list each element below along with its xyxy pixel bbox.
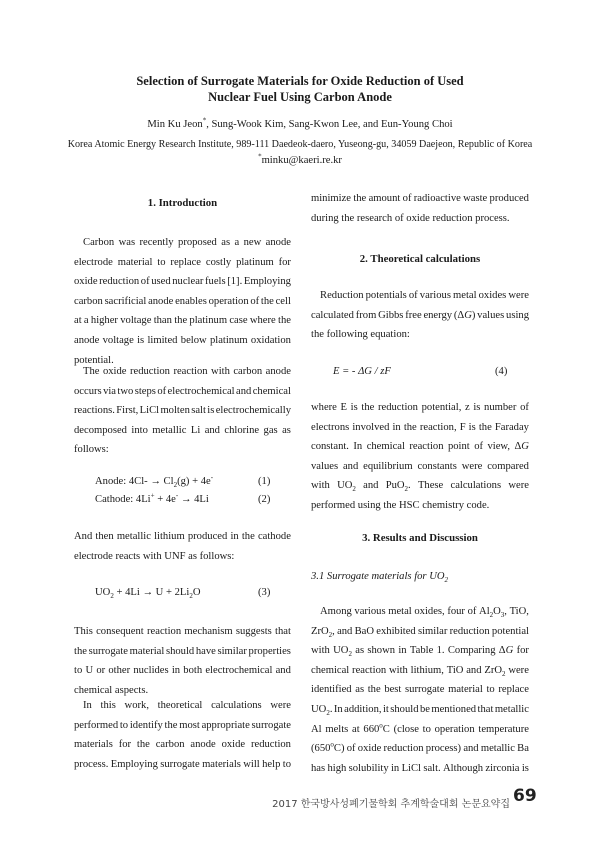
text-line: performed using the HSC chemistry code.	[311, 500, 490, 511]
footer-proceedings-title: 2017 한국방사성폐기물학회 추계학술대회 논문요약집	[272, 799, 510, 810]
authors: Min Ku Jeon*, Sung-Wook Kim, Sang-Kwon Lee, and Eun-Young Choi	[147, 116, 453, 130]
text-line: follows:	[74, 444, 109, 456]
right-column	[311, 0, 529, 848]
text-line: with $UO_2$ and PuO$_2$. These calculations were	[311, 480, 529, 494]
text-line: performed to identify the most appropriate surrogate	[74, 719, 291, 731]
text-line: decomposed into metallic Li and chlorine gas as	[74, 424, 291, 436]
text-line: potential.	[74, 354, 114, 366]
equation-1: Anode: $4Cl- \to Cl_2(g) + 4e^-$	[95, 473, 214, 490]
left-column	[74, 0, 291, 848]
text-line: And then metallic lithium produced in the cathode	[74, 531, 291, 542]
text-line: (650$^o$C) of oxide reduction process) and metallic Ba	[311, 740, 529, 755]
text-line: identified as the best surrogate material to replace	[311, 684, 529, 696]
author-email: *minku@kaeri.re.kr	[258, 152, 342, 166]
text-line: The oxide reduction reaction with carbon anode	[83, 366, 291, 377]
text-line: In this work, theoretical calculations were	[83, 700, 291, 711]
text-line: values and equilibrium constants were compared	[311, 460, 529, 472]
equation-2-number: (2)	[258, 494, 271, 505]
section-heading-theoretical: 2. Theoretical calculations	[359, 253, 481, 265]
text-line: ZrO$_2$, and BaO exhibited similar reduction potential	[311, 625, 529, 639]
text-line: anode voltage is limited below platinum oxidation	[74, 335, 291, 346]
text-line: reactions. First, LiCl molten salt is electrochemically	[74, 405, 291, 417]
text-line: with $UO_2$ as shown in Table 1. Comparing ΔG for	[311, 645, 529, 659]
text-line: carbon sacrificial anode enables operation of the cell	[74, 295, 291, 307]
text-line: calculated from Gibbs free energy (ΔG) values using	[311, 309, 529, 321]
text-line: electrode reacts with UNF as follows:	[74, 550, 235, 562]
text-line: electrode material to replace costly platinum for	[74, 256, 291, 268]
text-line: Al melts at 660$^o$C (close to operation temperature	[311, 721, 529, 735]
text-line: This consequent reaction mechanism suggests that	[74, 626, 291, 637]
subsection-heading-surrogate-uo2: 3.1 Surrogate materials for $UO_2$	[311, 571, 449, 585]
text-line: Among various metal oxides, four of $Al_2O_3$, TiO,	[320, 606, 529, 620]
text-line: oxide reduction of used nuclear fuels [1]. Employing	[74, 276, 291, 288]
title-line-1: Selection of Surrogate Materials for Oxide Reduction of Used	[136, 74, 464, 88]
text-line: electrons involved in the reaction, F is the Faraday	[311, 421, 529, 433]
equation-1-number: (1)	[258, 476, 271, 487]
affiliation: Korea Atomic Energy Research Institute, 989-111 Daedeok-daero, Yuseong-gu, 34059 Daejeon, Republic of Korea	[67, 139, 533, 150]
equation-3: $UO_2 + 4Li \to U + 2Li_2O$	[95, 587, 201, 601]
text-line: to U or other nuclides in both electrochemical and	[74, 665, 291, 677]
equation-3-number: (3)	[258, 587, 271, 598]
text-line: materials for the carbon anode oxide reduction	[74, 739, 291, 751]
page-number: 69	[513, 786, 537, 806]
equation-2: Cathode: 4Li+ + 4e- → 4Li	[95, 491, 209, 505]
title-line-2: Nuclear Fuel Using Carbon Anode	[208, 90, 392, 104]
equation-4-number: (4)	[495, 366, 508, 377]
text-line: at a higher voltage than the platinum case where the	[74, 315, 291, 327]
section-heading-introduction: 1. Introduction	[147, 197, 218, 209]
text-line: Carbon was recently proposed as a new anode	[83, 237, 291, 248]
section-heading-results: 3. Results and Discussion	[362, 532, 478, 544]
text-line: has high solubility in LiCl salt. Although zirconia is	[311, 762, 529, 774]
text-line: $UO_2$. In addition, it should be mentioned that metallic	[311, 704, 529, 718]
equation-4: E = - ΔG / zF	[333, 366, 391, 377]
text-line: where E is the reduction potential, z is number of	[311, 402, 529, 413]
text-line: the surrogate material should have similar properties	[74, 645, 291, 657]
text-line: process. Employing surrogate materials will help to	[74, 758, 291, 770]
text-line: constant. In chemical reaction point of view, ΔG	[311, 441, 529, 453]
text-line: the following equation:	[311, 329, 410, 341]
text-line: occurs via two steps of electrochemical and chemical	[74, 385, 291, 397]
text-line: during the research of oxide reduction process.	[311, 212, 510, 224]
text-line: minimize the amount of radioactive waste produced	[311, 193, 529, 204]
text-line: chemical aspects.	[74, 684, 149, 696]
text-line: chemical reaction with lithium, TiO and ZrO$_2$ were	[311, 664, 529, 678]
text-line: Reduction potentials of various metal oxides were	[320, 290, 529, 301]
